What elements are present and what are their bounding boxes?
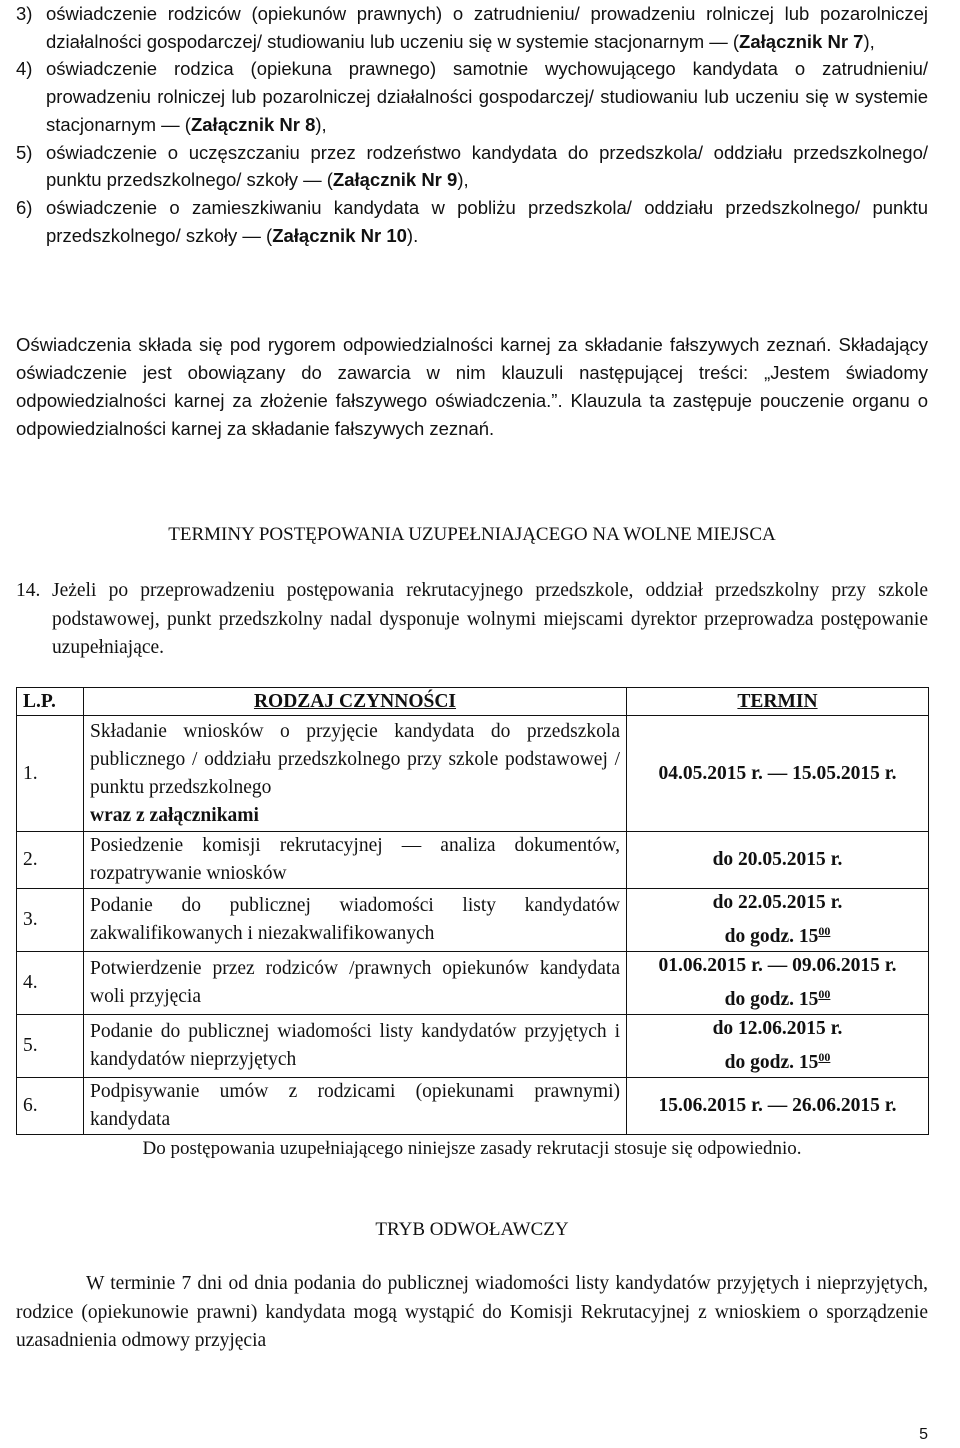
activity-text: Podanie do publicznej wiadomości listy kandydatów przyjętych i kandydatów nieprzyjętych bbox=[90, 1021, 620, 1070]
term-time: do godz. 15 bbox=[724, 926, 819, 947]
attachment-reference: Załącznik Nr 8 bbox=[190, 113, 316, 135]
section-heading: TERMINY POSTĘPOWANIA UZUPEŁNIAJĄCEGO NA WOLNE MIEJSCA bbox=[168, 524, 776, 545]
list-item bbox=[16, 55, 928, 138]
list-item-end: ), bbox=[863, 30, 875, 52]
term-line: 04.05.2015 r. — 15.05.2015 r. bbox=[658, 762, 897, 784]
list-item-end: ). bbox=[406, 224, 419, 246]
point-number: 14. bbox=[16, 580, 41, 601]
list-item bbox=[16, 139, 928, 194]
list-item-end: ), bbox=[457, 169, 469, 191]
row-number: 1. bbox=[17, 716, 84, 832]
activity-bold-text: wraz z załącznikami bbox=[90, 804, 259, 826]
term-time-superscript: 00 bbox=[818, 924, 831, 938]
row-number: 2. bbox=[17, 832, 84, 889]
row-term bbox=[627, 1078, 929, 1135]
row-term bbox=[627, 889, 929, 952]
term-line: do 22.05.2015 r. bbox=[712, 892, 843, 913]
table-row bbox=[17, 889, 929, 952]
term-line: do 12.06.2015 r. bbox=[712, 1018, 843, 1039]
row-activity bbox=[84, 716, 627, 832]
attachment-reference: Załącznik Nr 9 bbox=[332, 169, 458, 191]
row-number: 5. bbox=[17, 1015, 84, 1078]
header-term: TERMIN bbox=[627, 688, 929, 716]
term-line: 01.06.2015 r. — 09.06.2015 r. bbox=[658, 955, 897, 976]
row-number: 3. bbox=[17, 889, 84, 952]
activity-text: Składanie wniosków o przyjęcie kandydata do przedszkola publicznego / oddziału przedszkolnego przy szkole podstawowej / punktu przedszkolnego bbox=[90, 720, 620, 798]
table-row bbox=[17, 832, 929, 889]
row-activity bbox=[84, 952, 627, 1015]
header-lp: L.P. bbox=[17, 688, 84, 716]
row-activity bbox=[84, 832, 627, 889]
row-number: 6. bbox=[17, 1078, 84, 1135]
table-header-row bbox=[17, 688, 929, 716]
list-item-text: oświadczenie rodziców (opiekunów prawnych) o zatrudnieniu/ prowadzeniu rolniczej lub pozarolniczej działalności gospodarczej/ studiowaniu lub uczeniu się w systemie stacjonarnym — ( bbox=[46, 3, 928, 52]
row-term bbox=[627, 832, 929, 889]
point-text: Jeżeli po przeprowadzeniu postępowania rekrutacyjnego przedszkole, oddział przedszkolny przy szkole podstawowej, punkt przedszkolny nadal dysponuje wolnymi miejscami dyrektor przeprowadza postępowanie uzupełniające. bbox=[52, 580, 928, 658]
table-row bbox=[17, 952, 929, 1015]
list-item-number: 3) bbox=[16, 3, 33, 24]
row-term bbox=[627, 716, 929, 832]
activity-text: Podpisywanie umów z rodzicami (opiekunami prawnymi) kandydata bbox=[90, 1081, 620, 1130]
list-item-number: 5) bbox=[16, 141, 33, 163]
term-time-superscript: 00 bbox=[818, 1050, 831, 1064]
appeal-heading: TRYB ODWOŁAWCZY bbox=[375, 1219, 569, 1240]
term-line: do 20.05.2015 r. bbox=[712, 849, 843, 870]
row-number: 4. bbox=[17, 952, 84, 1015]
term-time-superscript: 00 bbox=[818, 987, 831, 1001]
attachment-reference: Załącznik Nr 10 bbox=[272, 224, 407, 246]
attachment-reference: Załącznik Nr 7 bbox=[739, 30, 864, 52]
activity-text: Posiedzenie komisji rekrutacyjnej — analiza dokumentów, rozpatrywanie wniosków bbox=[90, 835, 620, 884]
row-term bbox=[627, 952, 929, 1015]
list-item-text: oświadczenie o uczęszczaniu przez rodzeństwo kandydata do przedszkola/ oddziału przedszkolnego/ punktu przedszkolnego/ szkoły — ( bbox=[46, 141, 928, 191]
term-line: 15.06.2015 r. — 26.06.2015 r. bbox=[658, 1095, 897, 1116]
page-number: 5 bbox=[919, 1426, 928, 1443]
activity-text: Podanie do publicznej wiadomości listy kandydatów zakwalifikowanych i niezakwalifikowanych bbox=[90, 895, 620, 944]
table-row bbox=[17, 716, 929, 832]
table-row bbox=[17, 1015, 929, 1078]
list-item bbox=[16, 0, 928, 55]
schedule-table bbox=[16, 687, 929, 1135]
list-item-text: oświadczenie o zamieszkiwaniu kandydata w pobliżu przedszkola/ oddziału przedszkolnego/ punktu przedszkolnego/ szkoły — ( bbox=[46, 196, 928, 246]
list-item-number: 6) bbox=[16, 196, 33, 218]
term-time: do godz. 15 bbox=[724, 989, 819, 1010]
row-activity bbox=[84, 889, 627, 952]
list-item-text: oświadczenie rodzica (opiekuna prawnego) samotnie wychowującego kandydata o zatrudnieniu/ prowadzeniu rolniczej lub pozarolniczej działalności gospodarczej/ studiowaniu lub uczeniu się w systemie stacjonarnym — ( bbox=[46, 58, 928, 135]
statement-paragraph: Oświadczenia składa się pod rygorem odpowiedzialności karnej za składanie fałszywych zeznań. Składający oświadczenie jest obowiązany do zawarcia w nim klauzuli następującej treści: „Jestem świadomy odpowiedzialności karnej za złożenie fałszywego oświadczenia.”. Klauzula ta zastępuje pouczenie organu o odpowiedzialności karnej za składanie fałszywych zeznań. bbox=[16, 334, 928, 439]
header-activity: RODZAJ CZYNNOŚCI bbox=[84, 688, 627, 716]
declarations-list bbox=[16, 0, 928, 249]
table-row bbox=[17, 1078, 929, 1135]
list-item bbox=[16, 194, 928, 249]
activity-text: Potwierdzenie przez rodziców /prawnych opiekunów kandydata woli przyjęcia bbox=[90, 958, 620, 1007]
row-activity bbox=[84, 1078, 627, 1135]
row-term bbox=[627, 1015, 929, 1078]
list-item-end: ), bbox=[315, 113, 327, 135]
closing-note: Do postępowania uzupełniającego niniejsze zasady rekrutacji stosuje się odpowiednio. bbox=[142, 1138, 802, 1159]
row-activity bbox=[84, 1015, 627, 1078]
list-item-number: 4) bbox=[16, 58, 33, 80]
appeal-paragraph: W terminie 7 dni od dnia podania do publicznej wiadomości listy kandydatów przyjętych i nieprzyjętych, rodzice (opiekunowie prawni) kandydata mogą wystąpić do Komisji Rekrutacyjnej z wnioskiem o sporządzenie uzasadnienia odmowy przyjęcia bbox=[16, 1273, 928, 1351]
point-14 bbox=[16, 577, 928, 663]
term-time: do godz. 15 bbox=[724, 1052, 819, 1073]
